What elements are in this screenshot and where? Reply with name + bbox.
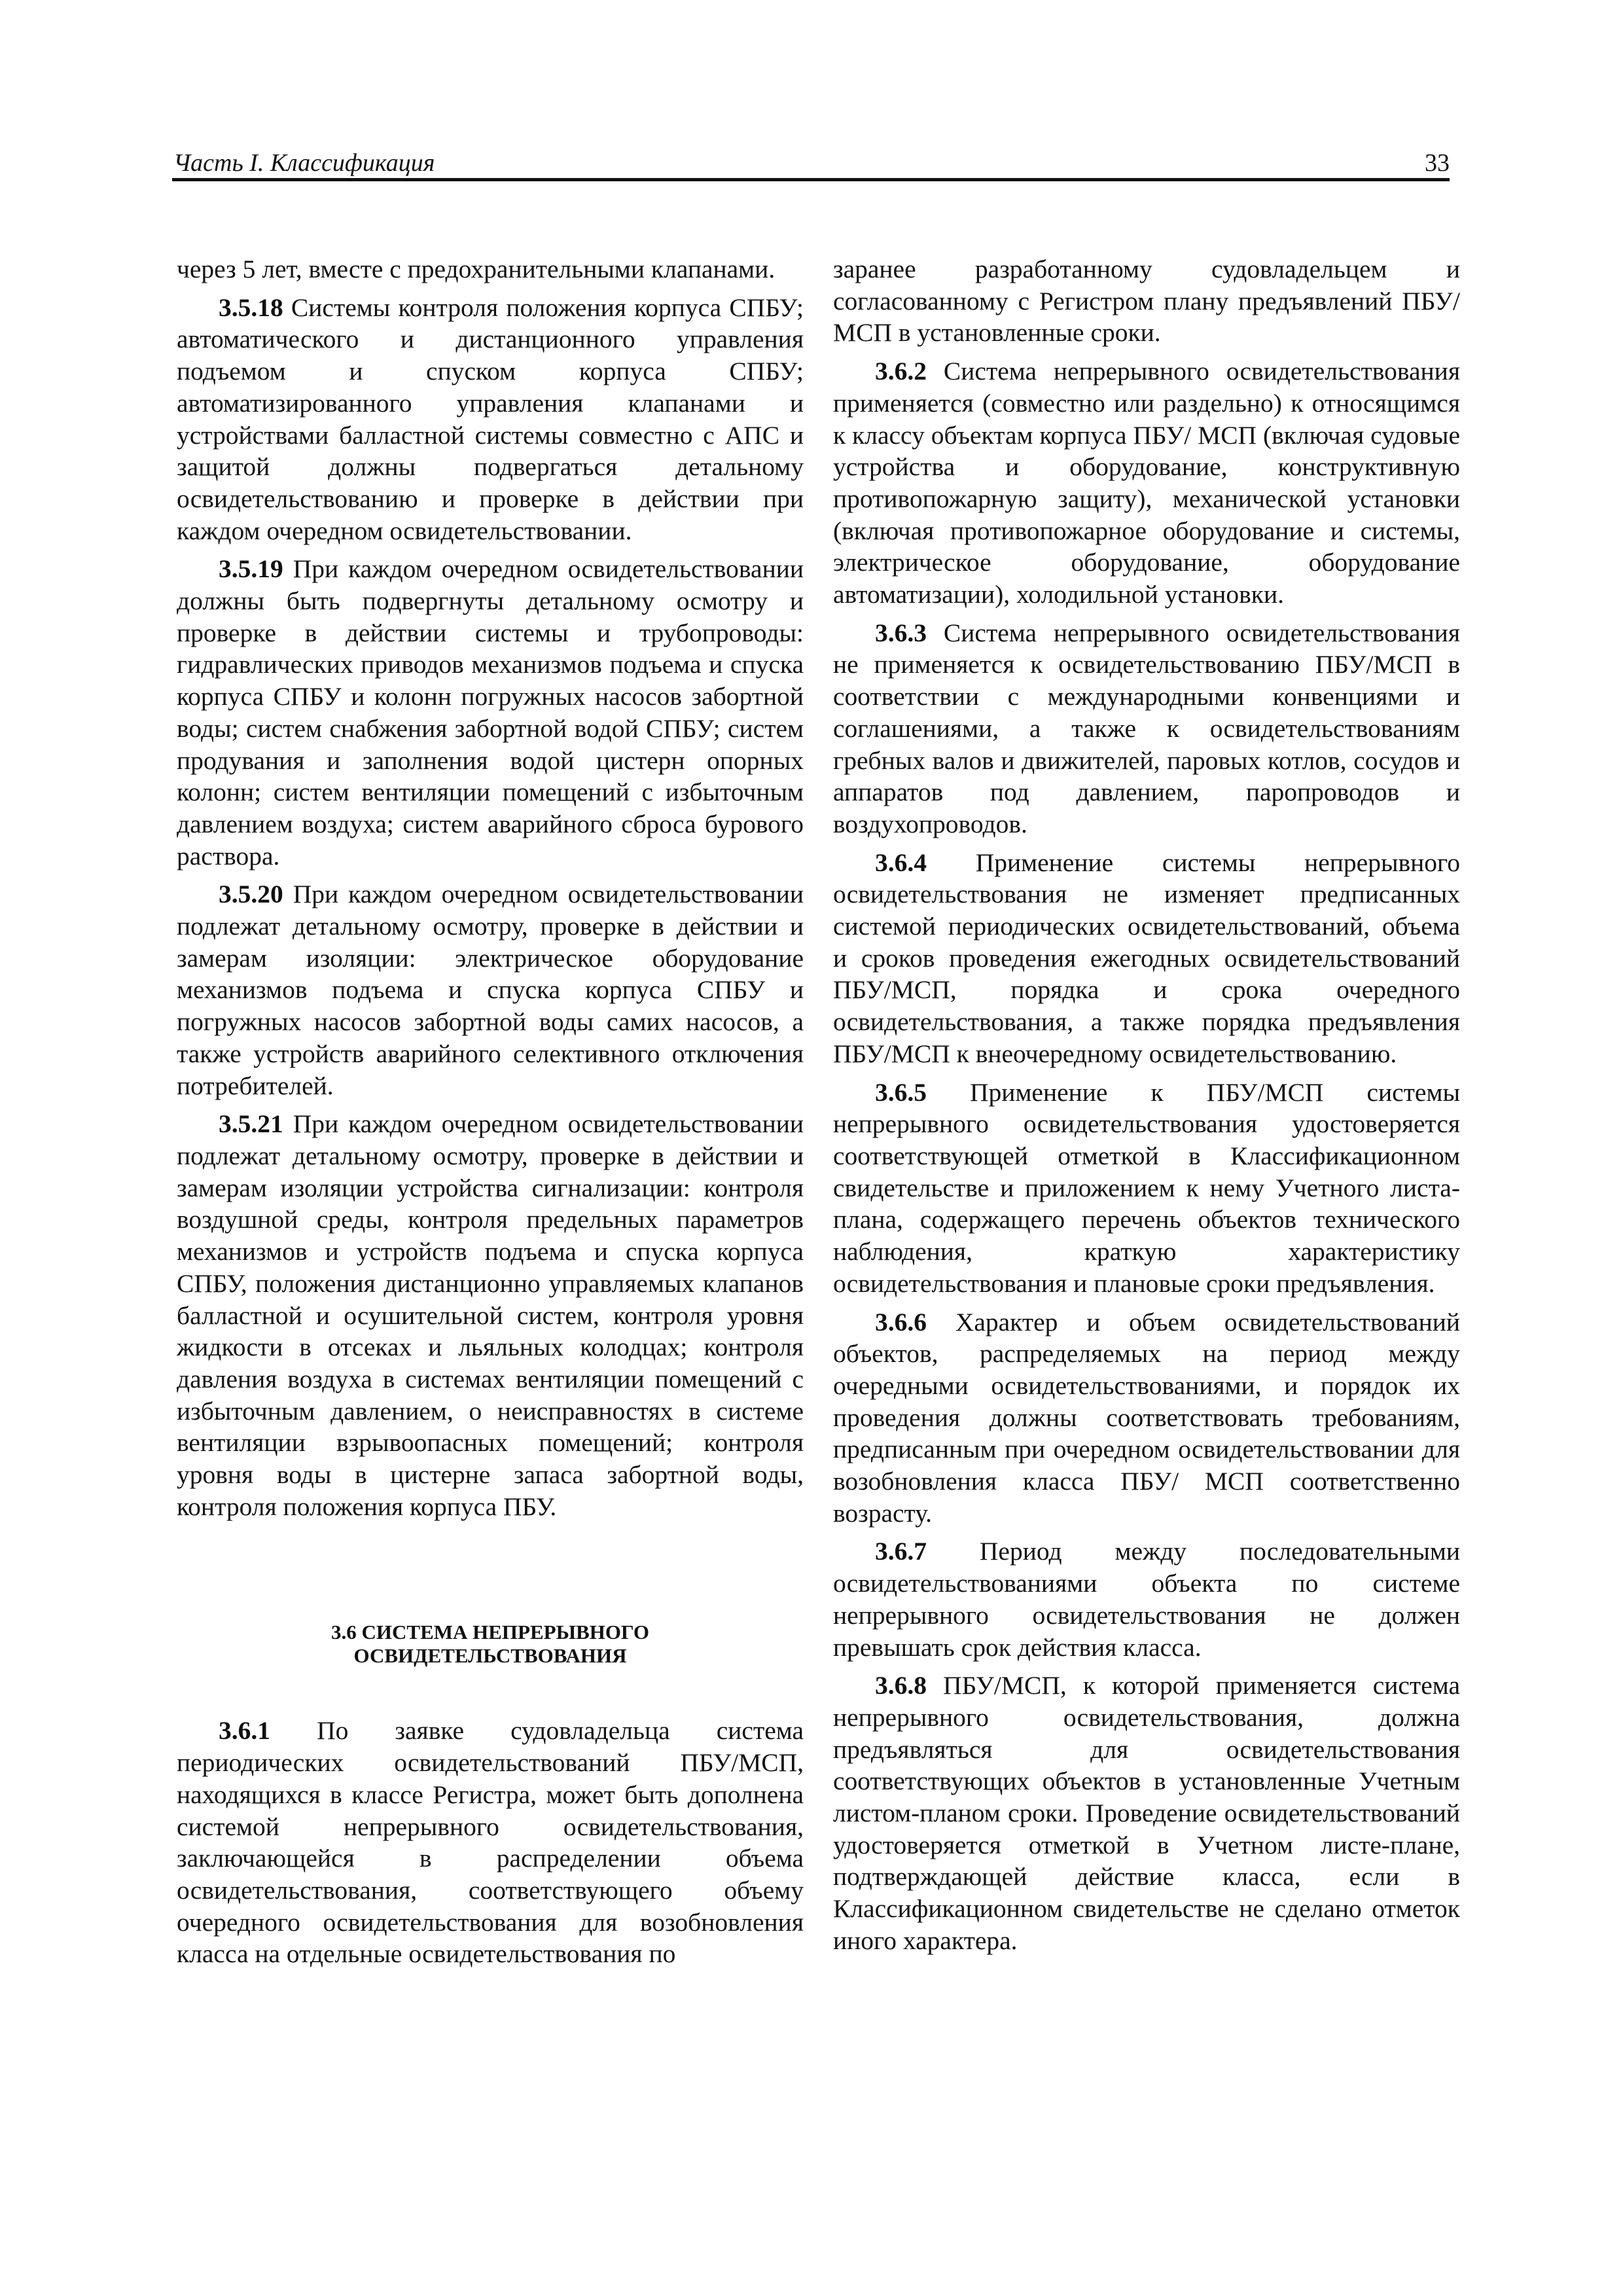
- clause-number: 3.6.6: [875, 1307, 927, 1336]
- clause-text: При каждом очередном освидетельствовании подлежат детальному осмотру, проверке в действии и замерам изоляции: электрическое оборудование механизмов подъема и спуска корпуса СПБУ и погружных насосов забортной воды самих насосов, а также устройств аварийного селективного отключения потребителей.: [177, 880, 804, 1100]
- section-heading-line-2: ОСВИДЕТЕЛЬСТВОВАНИЯ: [353, 1644, 627, 1668]
- running-header: [172, 145, 1450, 181]
- page-number: 33: [1425, 149, 1450, 177]
- clause-text: По заявке судовладельца система периодических освидетельствований ПБУ/МСП, находящихся в классе Регистра, может быть дополнена системой непрерывного освидетельствования, заключающейся в распределении объема освидетельствования, соответствующего объему очередного освидетельствования для возобновления класса на отдельные освидетельствования по: [177, 1716, 804, 1969]
- clause-3-6-1: [177, 1715, 804, 1970]
- clause-number: 3.6.2: [875, 357, 927, 386]
- clause-text: ПБУ/МСП, к которой применяется система непрерывного освидетельствования, должна предъявляться для освидетельствования соответствующих объектов в установленные Учетным листом-планом сроки. Проведение освидетельствований удостоверяется отметкой в Учетном листе-плане, подтверждающей действие класса, если в Классификационном свидетельстве не сделано отметок иного характера.: [833, 1671, 1460, 1955]
- clause-text: Система непрерывного освидетельствования применяется (совместно или раздельно) к относящимся к классу объектам корпуса ПБУ/ МСП (включая судовые устройства и оборудование, конструктивную противопожарную защиту), механической установки (включая противопожарное оборудование и системы, электрическое оборудование, оборудование автоматизации), холодильной установки.: [833, 357, 1460, 609]
- left-column: [177, 253, 804, 1970]
- right-column: [833, 253, 1460, 1957]
- clause-3-6-3: [833, 617, 1460, 840]
- clause-number: 3.6.1: [219, 1716, 270, 1746]
- clause-3-6-7: [833, 1535, 1460, 1663]
- clause-number: 3.5.21: [219, 1109, 283, 1139]
- clause-text: Система непрерывного освидетельствования не применяется к освидетельствованию ПБУ/МСП в соответствии с международными конвенциями и соглашениями, а также к освидетельствованиям гребных валов и движителей, паровых котлов, сосудов и аппаратов под давлением, паропроводов и воздухопроводов.: [833, 618, 1460, 838]
- continuation-paragraph: через 5 лет, вместе с предохранительными клапанами.: [177, 255, 776, 283]
- clause-text: При каждом очередном освидетельствовании подлежат детальному осмотру, проверке в действии и замерам изоляции устройства сигнализации: контроля воздушной среды, контроля предельных параметров механизмов и устройств подъема и спуска корпуса СПБУ, положения дистанционно управляемых клапанов балластной и осушительной систем, контроля уровня жидкости в отсеках и льяльных колодцах; контроля давления воздуха в системах вентиляции помещений с избыточным давлением, о неисправностях в системе вентиляции взрывоопасных помещений; контроля уровня воды в цистерне запаса забортной воды, контроля положения корпуса ПБУ.: [177, 1109, 804, 1521]
- continuation-paragraph: заранее разработанному судовладельцем и согласованному с Регистром плану предъявлений ПБУ/МСП в установленные сроки.: [833, 255, 1460, 348]
- clause-number: 3.6.5: [875, 1077, 927, 1107]
- clause-3-6-4: [833, 847, 1460, 1070]
- clause-text: Применение к ПБУ/МСП системы непрерывного освидетельствования удостоверяется соответствующей отметкой в Классификационном свидетельстве и приложением к нему Учетного листа-плана, содержащего перечень объектов технического наблюдения, краткую характеристику освидетельствования и плановые сроки предъявления.: [833, 1077, 1460, 1298]
- clause-3-6-5: [833, 1077, 1460, 1300]
- clause-number: 3.5.19: [219, 554, 283, 584]
- clause-3-5-21: [177, 1108, 804, 1522]
- clause-text: При каждом очередном освидетельствовании должны быть подвергнуты детальному осмотру и проверке в действии системы и трубопроводы: гидравлических приводов механизмов подъема и спуска корпуса СПБУ и колонн погружных насосов забортной воды; систем снабжения забортной водой СПБУ; систем продувания и заполнения водой цистерн опорных колонн; систем вентиляции помещений с избыточным давлением воздуха; систем аварийного сброса бурового раствора.: [177, 554, 804, 870]
- header-title: Часть I. Классификация: [173, 149, 435, 177]
- section-heading-line-1: 3.6 СИСТЕМА НЕПРЕРЫВНОГО: [331, 1621, 649, 1644]
- clause-3-6-8: [833, 1670, 1460, 1956]
- clause-text: Применение системы непрерывного освидетельствования не изменяет предписанных системой периодических освидетельствований, объема и сроков проведения ежегодных освидетельствований ПБУ/МСП, порядка и срока очередного освидетельствования, а также порядка предъявления ПБУ/МСП к внеочередному освидетельствованию.: [833, 848, 1460, 1068]
- clause-text: Системы контроля положения корпуса СПБУ; автоматического и дистанционного управления подъемом и спуском корпуса СПБУ; автоматизированного управления клапанами и устройствами балластной системы совместно с АПС и защитой должны подвергаться детальному освидетельствованию и проверке в действии при каждом очередном освидетельствовании.: [177, 293, 804, 545]
- clause-3-6-6: [833, 1306, 1460, 1530]
- clause-number: 3.6.7: [875, 1537, 927, 1566]
- clause-3-5-19: [177, 553, 804, 872]
- clause-number: 3.6.3: [875, 618, 927, 647]
- clause-number: 3.5.18: [219, 293, 283, 322]
- clause-number: 3.6.8: [875, 1671, 927, 1700]
- section-heading: [177, 1621, 804, 1668]
- clause-3-5-20: [177, 878, 804, 1102]
- clause-3-6-2: [833, 355, 1460, 611]
- clause-number: 3.5.20: [219, 880, 283, 909]
- clause-number: 3.6.4: [875, 848, 927, 877]
- clause-3-5-18: [177, 292, 804, 547]
- clause-text: Период между последовательными освидетельствованиями объекта по системе непрерывного освидетельствования не должен превышать срок действия класса.: [833, 1537, 1460, 1662]
- clause-text: Характер и объем освидетельствований объектов, распределяемых на период между очередными освидетельствованиями, и порядок их проведения должны соответствовать требованиям, предписанным при очередном освидетельствовании для возобновления класса ПБУ/ МСП соответственно возрасту.: [833, 1307, 1460, 1528]
